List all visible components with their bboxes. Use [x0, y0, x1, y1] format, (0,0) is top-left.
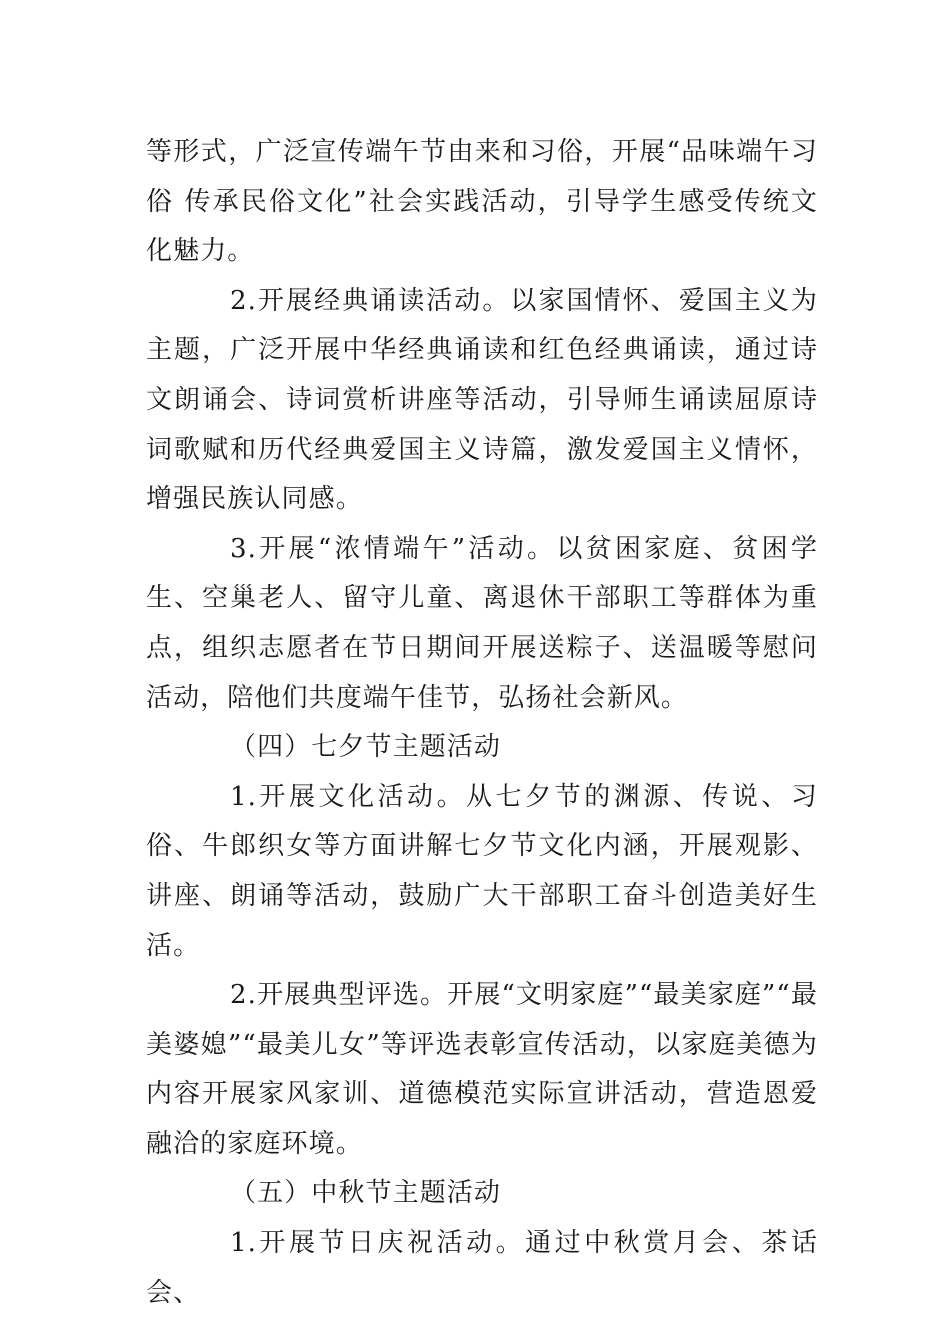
document-body — [146, 128, 818, 1318]
paragraph-dragon-boat-care: 3.开展“浓情端午”活动。以贫困家庭、贫困学生、空巢老人、留守儿童、离退休干部职工等群体为重点，组织志愿者在节日期间开展送粽子、送温暖等慰问活动，陪他们共度端午佳节，弘扬社会新风。 — [146, 533, 818, 713]
paragraph-qixi-culture: 1.开展文化活动。从七夕节的渊源、传说、习俗、牛郎织女等方面讲解七夕节文化内涵，开展观影、讲座、朗诵等活动，鼓励广大干部职工奋斗创造美好生活。 — [146, 781, 818, 961]
paragraph-classic-reading: 2.开展经典诵读活动。以家国情怀、爱国主义为主题，广泛开展中华经典诵读和红色经典诵读，通过诗文朗诵会、诗词赏析讲座等活动，引导师生诵读屈原诗词歌赋和历代经典爱国主义诗篇，激发爱国主义情怀，增强民族认同感。 — [146, 285, 818, 515]
paragraph-continuation: 等形式，广泛宣传端午节由来和习俗，开展“品味端午习俗 传承民俗文化”社会实践活动，引导学生感受传统文化魅力。 — [146, 137, 818, 267]
section-heading-qixi: （四）七夕节主题活动 — [230, 732, 502, 763]
section-heading-mid-autumn: （五）中秋节主题活动 — [230, 1178, 502, 1209]
paragraph-mid-autumn-celebration: 1.开展节日庆祝活动。通过中秋赏月会、茶话会、 — [146, 1228, 818, 1308]
paragraph-qixi-selection: 2.开展典型评选。开展“文明家庭”“最美家庭”“最美婆媳”“最美儿女”等评选表彰宣传活动，以家庭美德为内容开展家风家训、道德模范实际宣讲活动，营造恩爱融洽的家庭环境。 — [146, 980, 818, 1159]
